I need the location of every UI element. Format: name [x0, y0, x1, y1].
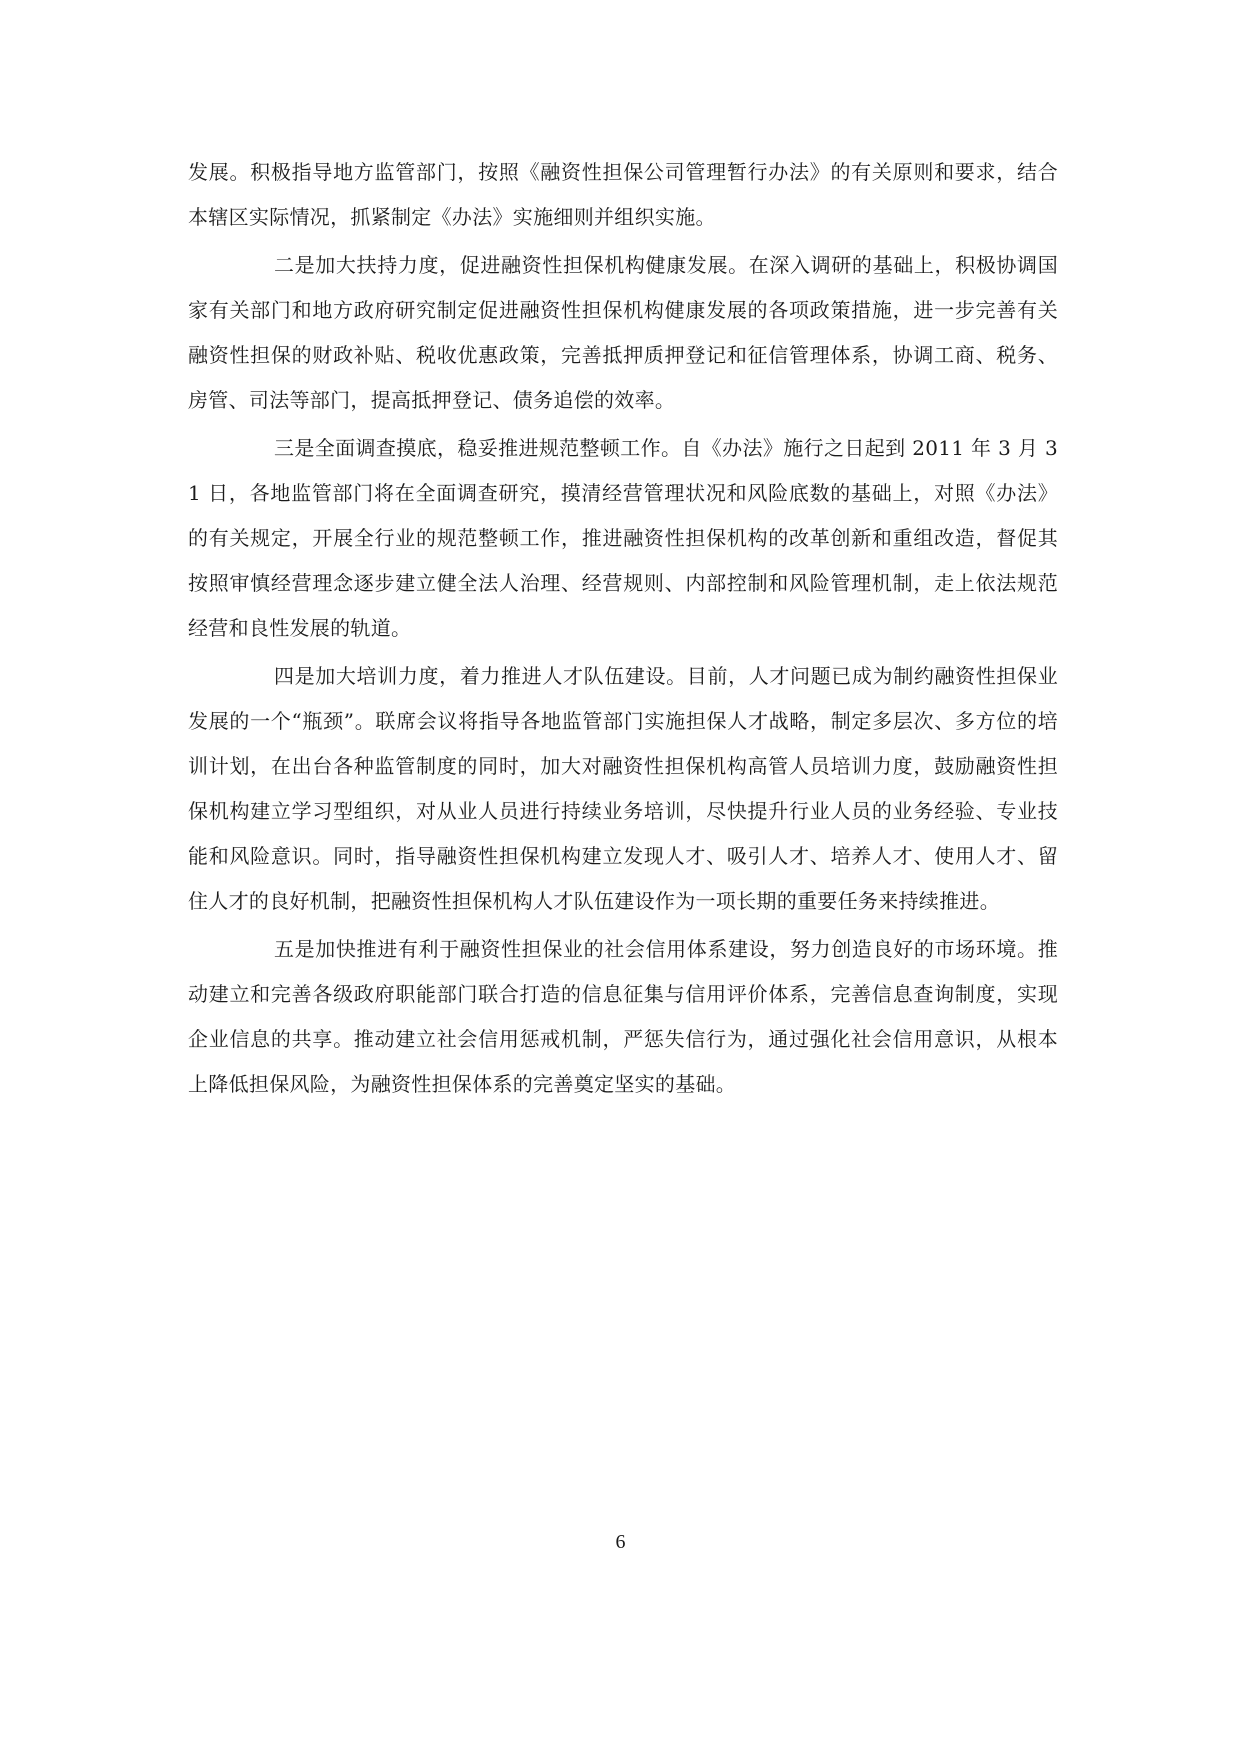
- paragraph-4: 四是加大培训力度，着力推进人才队伍建设。目前，人才问题已成为制约融资性担保业发展的一个“瓶颈”。联席会议将指导各地监管部门实施担保人才战略，制定多层次、多方位的培训计划，在出台各种监管制度的同时，加大对融资性担保机构高管人员培训力度，鼓励融资性担保机构建立学习型组织，对从业人员进行持续业务培训，尽快提升行业人员的业务经验、专业技能和风险意识。同时，指导融资性担保机构建立发现人才、吸引人才、培养人才、使用人才、留住人才的良好机制，把融资性担保机构人才队伍建设作为一项长期的重要任务来持续推进。: [188, 664, 1058, 913]
- paragraph-5: 五是加快推进有利于融资性担保业的社会信用体系建设，努力创造良好的市场环境。推动建立和完善各级政府职能部门联合打造的信息征集与信用评价体系，完善信息查询制度，实现企业信息的共享。推动建立社会信用惩戒机制，严惩失信行为，通过强化社会信用意识，从根本上降低担保风险，为融资性担保体系的完善奠定坚实的基础。: [188, 937, 1058, 1096]
- document-body: [188, 150, 1058, 1110]
- paragraph-3: 三是全面调查摸底，稳妥推进规范整顿工作。自《办法》施行之日起到 2011 年 3 月 31 日，各地监管部门将在全面调查研究，摸清经营管理状况和风险底数的基础上，对照《办法》的有关规定，开展全行业的规范整顿工作，推进融资性担保机构的改革创新和重组改造，督促其按照审慎经营理念逐步建立健全法人治理、经营规则、内部控制和风险管理机制，走上依法规范经营和良性发展的轨道。: [188, 436, 1058, 640]
- page-number: 6: [615, 1531, 626, 1553]
- paragraph-1: 发展。积极指导地方监管部门，按照《融资性担保公司管理暂行办法》的有关原则和要求，结合本辖区实际情况，抓紧制定《办法》实施细则并组织实施。: [188, 160, 1058, 229]
- paragraph-2: 二是加大扶持力度，促进融资性担保机构健康发展。在深入调研的基础上，积极协调国家有关部门和地方政府研究制定促进融资性担保机构健康发展的各项政策措施，进一步完善有关融资性担保的财政补贴、税收优惠政策，完善抵押质押登记和征信管理体系，协调工商、税务、房管、司法等部门，提高抵押登记、债务追偿的效率。: [188, 253, 1058, 412]
